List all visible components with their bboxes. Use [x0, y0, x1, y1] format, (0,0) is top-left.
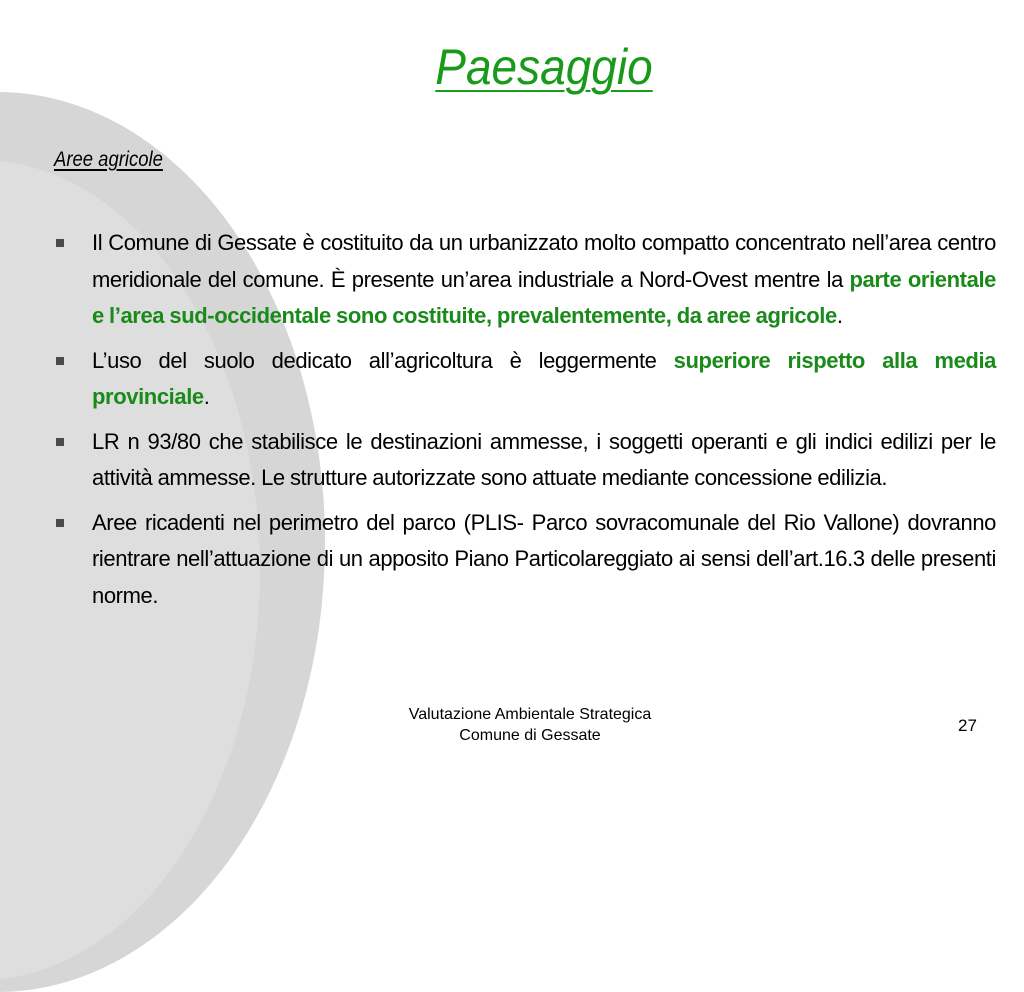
bullet-list [54, 225, 996, 622]
square-bullet-icon [56, 438, 64, 446]
bullet-text-part: . [836, 303, 843, 328]
footer-line-2: Comune di Gessate [459, 727, 601, 744]
footer-line-1: Valutazione Ambientale Strategica [408, 706, 652, 723]
bullet-text-part: L’uso del suolo dedicato all’agricoltura è leggermente [92, 347, 674, 373]
footer-caption [380, 704, 680, 746]
bullet-item [54, 424, 996, 497]
bullet-text-part: . [203, 384, 210, 409]
bullet-item [54, 343, 996, 416]
bullet-text-part: Aree ricadenti nel perimetro del parco (PLIS- Parco sovracomunale del Rio Vallone) dovranno rientrare nell’attuazione di un apposito Piano Particolareggiato ai sensi dell’art.16.3 delle presenti norme. [92, 509, 996, 608]
slide-title: Paesaggio [435, 39, 653, 95]
bullet-item [54, 225, 996, 335]
bullet-text [92, 343, 996, 416]
bullet-text-part: LR n 93/80 che stabilisce le destinazioni ammesse, i soggetti operanti e gli indici edilizi per le attività ammesse. Le strutture autorizzate sono attuate mediante concessione edilizia. [92, 428, 996, 490]
bullet-text [92, 424, 996, 497]
square-bullet-icon [56, 357, 64, 365]
bullet-highlight-text: parte orientale e l’area sud-occidentale sono costituite, prevalentemente, da aree agricole [92, 266, 996, 328]
square-bullet-icon [56, 519, 64, 527]
bullet-text [92, 505, 996, 615]
bullet-text-part: Il Comune di Gessate è costituito da un urbanizzato molto compatto concentrato nell’area centro meridionale del comune. È presente un’area industriale a Nord-Ovest mentre la [92, 230, 996, 292]
bullet-highlight-text: superiore rispetto alla media provinciale [92, 347, 996, 409]
square-bullet-icon [56, 239, 64, 247]
bullet-text [92, 225, 996, 335]
section-subtitle: Aree agricole [54, 148, 163, 171]
page-number: 27 [958, 716, 977, 735]
bullet-item [54, 505, 996, 615]
